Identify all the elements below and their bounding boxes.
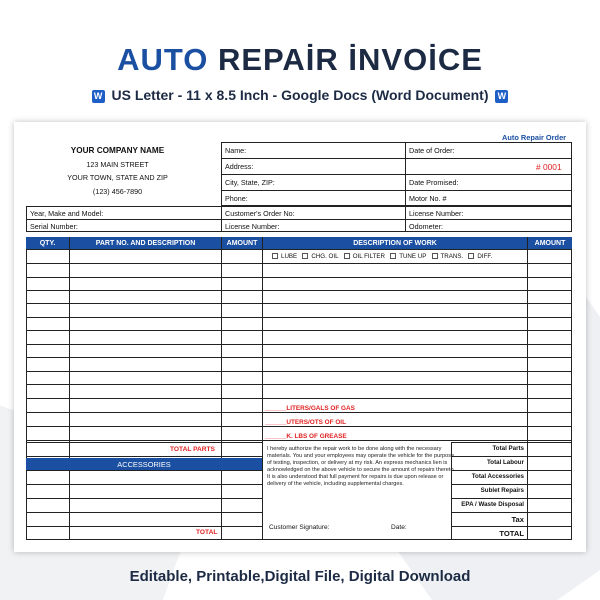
summary-divider xyxy=(527,442,528,540)
customers-order-no-label[interactable]: Customer's Order No: xyxy=(225,209,295,218)
amount-right-header: AMOUNT xyxy=(528,237,572,249)
checkbox-chg-oil[interactable]: CHG. OIL xyxy=(302,253,338,260)
word-doc-icon: W xyxy=(92,90,105,103)
word-doc-icon: W xyxy=(495,90,508,103)
table-row-line xyxy=(26,426,572,427)
table-row-line xyxy=(26,371,572,372)
form-header-label: Auto Repair Order xyxy=(502,133,567,142)
summary-row-line xyxy=(451,442,572,443)
subtitle-text: US Letter - 11 x 8.5 Inch - Google Docs (Word Document) xyxy=(111,87,489,103)
page-title xyxy=(0,42,600,78)
date-promised-label[interactable]: Date Promised: xyxy=(409,178,459,187)
year-make-model-label[interactable]: Year, Make and Model: xyxy=(30,209,104,218)
table-row-line xyxy=(26,249,572,250)
date-of-order-label[interactable]: Date of Order: xyxy=(409,146,455,155)
table-row-line xyxy=(26,317,572,318)
serial-number-label[interactable]: Serial Number: xyxy=(30,222,78,231)
accessory-row-line xyxy=(26,498,262,499)
accessory-row-line xyxy=(26,470,262,471)
checkbox-oil-filter[interactable]: OIL FILTER xyxy=(344,253,385,260)
oil-line[interactable]: ______UTERS/OTS OF OIL xyxy=(265,419,346,426)
company-phone: (123) 456-7890 xyxy=(92,187,143,196)
summary-row-line xyxy=(451,456,572,457)
checkbox-trans[interactable]: TRANS. xyxy=(432,253,464,260)
signature-date-label[interactable]: Date: xyxy=(391,524,407,531)
license-number-label[interactable]: License Number: xyxy=(225,222,280,231)
footer-tagline: Editable, Printable,Digital File, Digital Download xyxy=(129,568,471,585)
amount-left-header: AMOUNT xyxy=(222,237,262,249)
summary-row-line xyxy=(451,526,572,527)
checkbox-tune-up[interactable]: TUNE UP xyxy=(390,253,426,260)
total-parts-label: TOTAL PARTS xyxy=(170,446,215,453)
motor-no-label[interactable]: Motor No. # xyxy=(409,194,447,203)
title-repair-invoice: REPAİR İNVOİCE xyxy=(217,42,483,77)
summary-label: TOTAL xyxy=(499,529,524,538)
table-row-line xyxy=(26,440,572,441)
odometer-label[interactable]: Odometer: xyxy=(409,222,443,231)
checkbox-diff[interactable]: DIFF. xyxy=(468,253,492,260)
table-row-line xyxy=(26,357,572,358)
company-name: YOUR COMPANY NAME xyxy=(70,146,165,155)
summary-label: Total Labour xyxy=(486,459,524,466)
table-row-line xyxy=(26,344,572,345)
table-row-line xyxy=(26,263,572,264)
part-no-header: PART NO. AND DESCRIPTION xyxy=(70,237,221,249)
items-table xyxy=(26,237,572,540)
description-header: DESCRIPTION OF WORK xyxy=(263,237,527,249)
authorization-text: I hereby authorize the repair work to be done along with the necessary materials. You and your employees may operate the vehicle for the purpose of testing, inspection, or delivery at my risk. An express mechanics lien is acknowledged on the above vehicle to secure the amount of repairs thereto. It is also understood that full payment for repairs is due upon release or delivery of the vehicle, including supplemental charges. xyxy=(267,446,456,487)
address-field-label[interactable]: Address: xyxy=(225,162,254,171)
qty-header: QTY. xyxy=(26,237,69,249)
company-city: YOUR TOWN, STATE AND ZIP xyxy=(67,173,168,182)
service-checks xyxy=(272,253,492,260)
summary-row-line xyxy=(451,512,572,513)
name-field-label[interactable]: Name: xyxy=(225,146,247,155)
accessory-row-line xyxy=(26,442,262,443)
table-row-line xyxy=(26,290,572,291)
table-row-line xyxy=(26,412,572,413)
summary-label: Tax xyxy=(511,515,524,524)
summary-row-line xyxy=(451,470,572,471)
city-state-zip-label[interactable]: City, State, ZIP: xyxy=(225,178,275,187)
checkbox-lube[interactable]: LUBE xyxy=(272,253,297,260)
customer-signature-label[interactable]: Customer Signature: xyxy=(269,524,330,531)
accessory-row-line xyxy=(26,526,262,527)
accessory-row-line xyxy=(26,512,262,513)
table-row-line xyxy=(26,303,572,304)
table-row-line xyxy=(26,384,572,385)
gas-line[interactable]: ______LITERS/GALS OF GAS xyxy=(265,405,355,412)
summary-label: Sublet Repairs xyxy=(480,487,524,494)
company-street: 123 MAIN STREET xyxy=(86,160,149,169)
table-row-line xyxy=(26,330,572,331)
table-row-line xyxy=(26,277,572,278)
summary-row-line xyxy=(451,498,572,499)
accessory-row-line xyxy=(26,456,262,457)
table-row-line xyxy=(26,398,572,399)
phone-field-label[interactable]: Phone: xyxy=(225,194,248,203)
page-subtitle xyxy=(0,87,600,103)
summary-label: Total Accessories xyxy=(471,473,524,480)
grease-line[interactable]: ______K. LBS OF GREASE xyxy=(265,433,347,440)
summary-row-line xyxy=(451,484,572,485)
invoice-sheet xyxy=(14,122,586,552)
total-label: TOTAL xyxy=(196,529,218,536)
summary-label: EPA / Waste Disposal xyxy=(461,501,524,508)
license-number-label[interactable]: License Number: xyxy=(409,209,464,218)
invoice-number: # 0001 xyxy=(536,162,562,172)
accessory-row-line xyxy=(26,484,262,485)
title-auto: AUTO xyxy=(117,42,209,77)
summary-label: Total Parts xyxy=(492,445,524,452)
accessories-header: ACCESSORIES xyxy=(26,458,262,470)
